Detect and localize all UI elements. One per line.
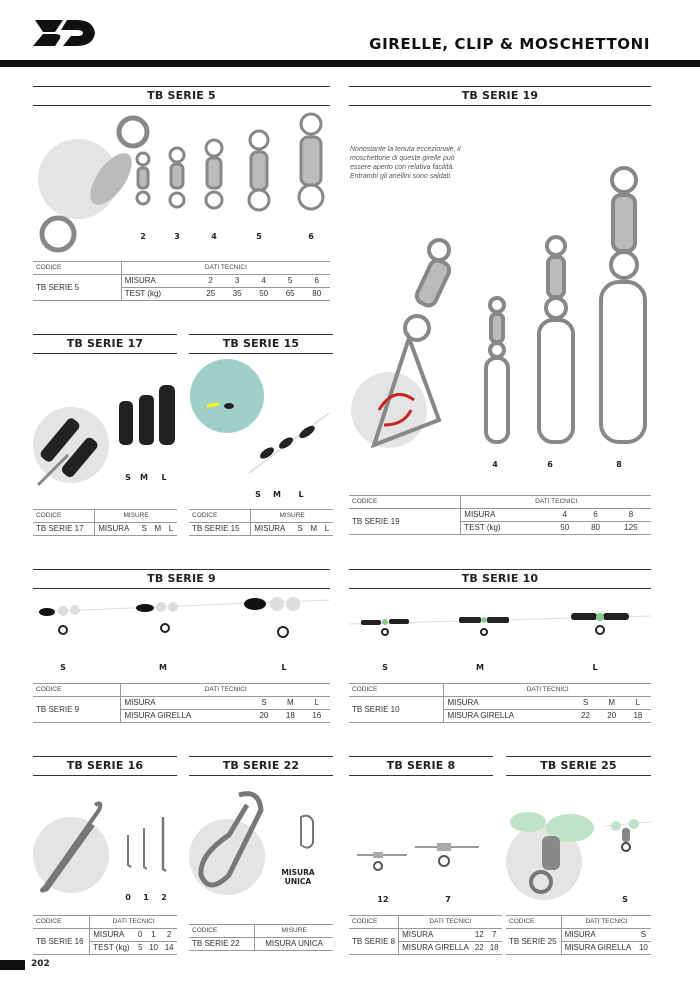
- table-cell: 4: [261, 276, 266, 285]
- row-label: MISURA GIRELLA: [444, 710, 573, 723]
- section-tb-serie-9: [33, 569, 330, 589]
- codice-header: CODICE: [192, 927, 218, 934]
- row-label: TEST (kg): [461, 522, 550, 535]
- page-number-bar: [0, 960, 25, 970]
- table-cell: L: [168, 524, 174, 533]
- table-cell: 25: [206, 289, 216, 298]
- size-label: L: [161, 473, 167, 482]
- product-code: TB SERIE 25: [509, 936, 557, 946]
- table-cell: 16: [312, 711, 322, 720]
- size-label: 12: [377, 895, 389, 904]
- sleeve-swivel-product-image: [349, 600, 651, 650]
- size-label: M: [273, 490, 281, 499]
- product-code: TB SERIE 22: [192, 939, 240, 948]
- spec-table-tb9: [33, 683, 330, 723]
- size-label: L: [281, 663, 287, 672]
- snap-swivel-product-image: [349, 160, 651, 460]
- section-tb-serie-15: [189, 334, 333, 354]
- size-label: M: [476, 663, 484, 672]
- size-label: 5: [256, 232, 262, 241]
- bead-swivel-product-image: [33, 592, 330, 652]
- section-title: TB SERIE 10: [349, 569, 651, 589]
- table-cell: 7: [491, 930, 497, 939]
- size-label: S: [622, 895, 628, 904]
- product-code: TB SERIE 10: [352, 704, 400, 714]
- product-code: TB SERIE 9: [36, 704, 80, 714]
- table-cell: 80: [591, 523, 600, 532]
- codice-header: CODICE: [352, 918, 378, 925]
- table-cell: 1: [151, 930, 156, 939]
- spec-table-tb8: [349, 915, 502, 955]
- table-cell: 18: [489, 943, 499, 952]
- table-cell: 12: [474, 930, 484, 939]
- table-cell: 50: [259, 289, 269, 298]
- table-cell: 0: [137, 930, 143, 939]
- size-label: 0: [125, 893, 131, 902]
- size-label: 4: [211, 232, 217, 241]
- row-label: MISURA: [90, 929, 135, 942]
- product-code: TB SERIE 16: [36, 936, 84, 946]
- section-title: TB SERIE 9: [33, 569, 330, 589]
- section-title: TB SERIE 5: [33, 86, 330, 106]
- row-label: MISURA: [251, 523, 294, 536]
- table-cell: 18: [285, 711, 295, 720]
- spec-table-tb22: [189, 924, 333, 951]
- size-label: 3: [174, 232, 180, 241]
- row-label: MISURA: [121, 697, 251, 710]
- table-cell: M: [154, 524, 162, 533]
- table-cell: 14: [164, 943, 174, 952]
- table-cell: S: [582, 698, 589, 707]
- spec-table-tb10: [349, 683, 651, 723]
- dati-header: DATI TECNICI: [444, 684, 651, 697]
- dati-header: DATI TECNICI: [399, 916, 502, 929]
- spec-table-tb5: [33, 261, 330, 301]
- section-tb-serie-8: [349, 756, 493, 776]
- product-note: Nonostante la tenuta eccezionale, il moschettone di queste girelle può essere aperto con relativa facilità. Entrambi gli anellini sono saldati.: [350, 146, 461, 180]
- codice-header: CODICE: [352, 686, 378, 693]
- row-label: MISURA GIRELLA: [399, 942, 472, 955]
- table-cell: 10: [149, 943, 158, 952]
- dati-header: DATI TECNICI: [461, 496, 651, 509]
- dati-header: DATI TECNICI: [561, 916, 651, 929]
- size-label: 1: [143, 893, 149, 902]
- row-label: MISURA: [95, 523, 138, 536]
- spec-table-tb19: [349, 495, 651, 535]
- product-code: TB SERIE 5: [36, 282, 80, 292]
- misure-header: MISURE: [255, 925, 333, 938]
- section-title: TB SERIE 22: [189, 756, 333, 776]
- float-stop-product-image: [189, 358, 333, 488]
- table-cell: 50: [560, 523, 570, 532]
- glow-swivel-product-image: [506, 800, 651, 900]
- section-title: TB SERIE 25: [506, 756, 651, 776]
- table-cell: S: [297, 524, 303, 533]
- table-cell: M: [310, 524, 318, 533]
- section-tb-serie-19: [349, 86, 651, 106]
- codice-header: CODICE: [36, 918, 62, 925]
- codice-header: CODICE: [192, 512, 218, 519]
- section-title: TB SERIE 19: [349, 86, 651, 106]
- section-tb-serie-5: [33, 86, 330, 106]
- section-tb-serie-25: [506, 756, 651, 776]
- codice-header: CODICE: [509, 918, 535, 925]
- table-cell: M: [608, 698, 616, 707]
- row-label: MISURA: [444, 697, 573, 710]
- table-cell: S: [141, 524, 147, 533]
- daiwa-logo-icon: [33, 16, 99, 50]
- size-label: S: [60, 663, 66, 672]
- section-tb-serie-17: [33, 334, 177, 354]
- table-cell: MISURA UNICA: [255, 938, 333, 951]
- table-cell: 5: [137, 943, 143, 952]
- misura-unica-label: MISURA UNICA: [281, 868, 315, 886]
- table-cell: L: [314, 698, 319, 707]
- table-cell: 3: [234, 276, 240, 285]
- misure-header: MISURE: [251, 510, 333, 523]
- section-tb-serie-10: [349, 569, 651, 589]
- spec-table-tb25: [506, 915, 651, 955]
- dati-header: DATI TECNICI: [121, 684, 330, 697]
- table-cell: 4: [562, 510, 567, 519]
- size-label: S: [125, 473, 131, 482]
- size-label: 6: [547, 460, 553, 469]
- spec-table-tb15: [189, 509, 333, 536]
- row-label: TEST (kg): [90, 942, 135, 955]
- row-label: MISURA: [461, 509, 550, 522]
- table-cell: S: [261, 698, 267, 707]
- page-number: 202: [31, 959, 50, 969]
- row-label: MISURA GIRELLA: [561, 942, 636, 955]
- section-title: TB SERIE 15: [189, 334, 333, 354]
- codice-header: CODICE: [352, 498, 378, 505]
- table-cell: 22: [581, 711, 590, 720]
- dati-header: DATI TECNICI: [90, 916, 177, 929]
- size-label: 7: [445, 895, 451, 904]
- table-cell: 80: [312, 289, 322, 298]
- table-cell: 65: [285, 289, 295, 298]
- size-label: S: [382, 663, 388, 672]
- table-cell: 2: [166, 930, 172, 939]
- table-cell: L: [635, 698, 641, 707]
- size-label: 2: [140, 232, 146, 241]
- product-code: TB SERIE 15: [192, 524, 240, 533]
- section-title: TB SERIE 17: [33, 334, 177, 354]
- table-cell: 2: [208, 276, 213, 285]
- size-label: M: [140, 473, 148, 482]
- product-code: TB SERIE 8: [352, 936, 396, 946]
- table-cell: 18: [633, 711, 643, 720]
- table-cell: 35: [232, 289, 242, 298]
- table-cell: S: [640, 930, 647, 939]
- spec-table-tb17: [33, 509, 177, 536]
- table-cell: 125: [624, 523, 638, 532]
- product-code: TB SERIE 19: [352, 516, 400, 526]
- product-code: TB SERIE 17: [36, 524, 84, 533]
- table-cell: 6: [593, 510, 598, 519]
- section-title: TB SERIE 8: [349, 756, 493, 776]
- section-title: TB SERIE 16: [33, 756, 177, 776]
- table-cell: 8: [628, 510, 634, 519]
- spec-table-tb16: [33, 915, 177, 955]
- size-label: 2: [161, 893, 167, 902]
- size-label: M: [159, 663, 167, 672]
- size-label: 6: [308, 232, 314, 241]
- table-cell: 20: [259, 711, 269, 720]
- table-cell: M: [287, 698, 294, 707]
- table-cell: 6: [314, 276, 319, 285]
- table-cell: L: [324, 524, 330, 533]
- row-label: MISURA: [121, 275, 197, 288]
- page-title: GIRELLE, CLIP & MOSCHETTONI: [369, 35, 650, 53]
- row-label: MISURA: [399, 929, 472, 942]
- codice-header: CODICE: [36, 686, 62, 693]
- header-bar: [0, 60, 700, 67]
- table-cell: 5: [287, 276, 293, 285]
- size-label: 4: [492, 460, 498, 469]
- clip-product-image: [33, 795, 177, 895]
- section-tb-serie-22: [189, 756, 333, 776]
- codice-header: CODICE: [36, 264, 62, 271]
- size-label: S: [255, 490, 261, 499]
- misure-header: MISURE: [95, 510, 177, 523]
- codice-header: CODICE: [36, 512, 62, 519]
- size-label: 8: [616, 460, 622, 469]
- size-label: L: [298, 490, 304, 499]
- row-label: TEST (kg): [121, 288, 197, 301]
- row-label: MISURA: [561, 929, 636, 942]
- table-cell: 10: [638, 943, 648, 952]
- dati-header: DATI TECNICI: [121, 262, 330, 275]
- table-cell: 22: [474, 943, 484, 952]
- size-label: L: [592, 663, 598, 672]
- three-way-swivel-product-image: [349, 835, 493, 885]
- row-label: MISURA GIRELLA: [121, 710, 251, 723]
- section-tb-serie-16: [33, 756, 177, 776]
- table-cell: 20: [607, 711, 617, 720]
